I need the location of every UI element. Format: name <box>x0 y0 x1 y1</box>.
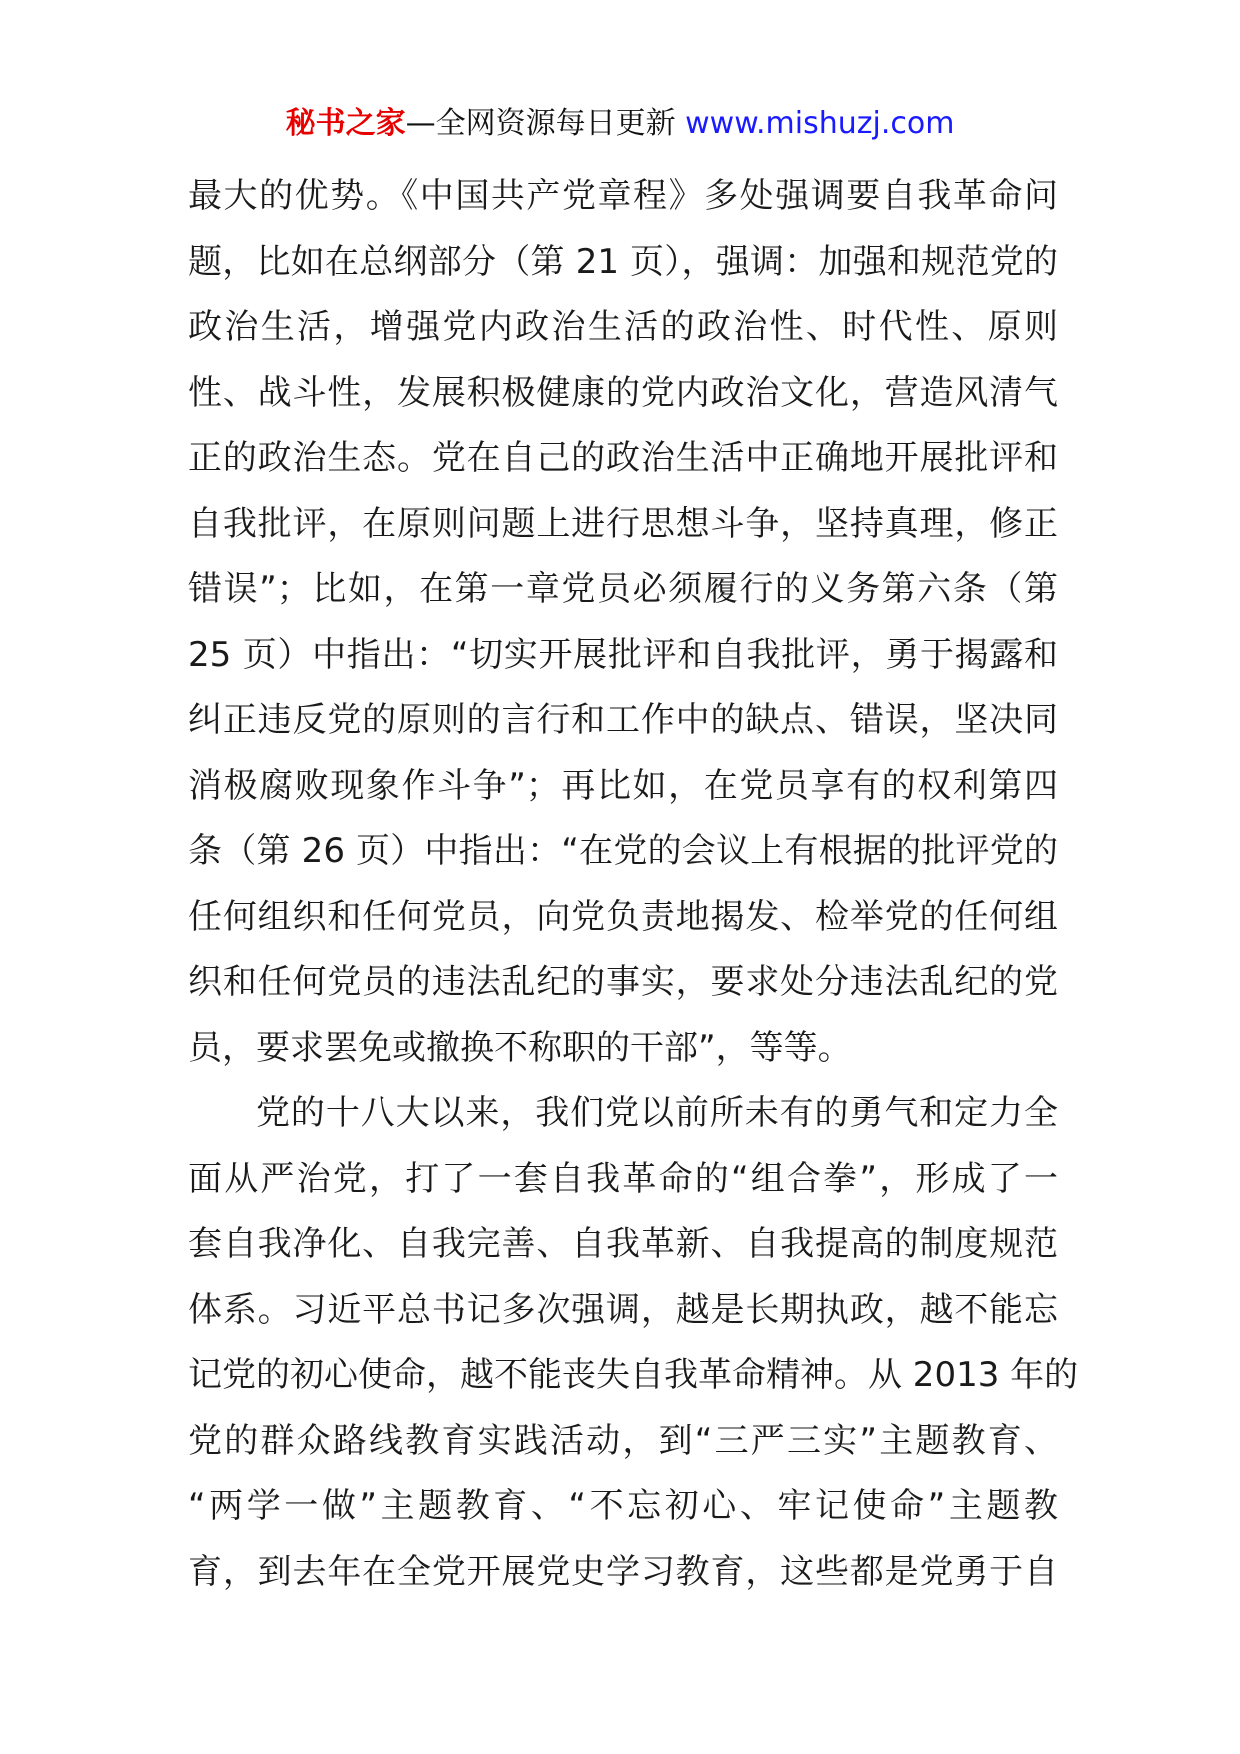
text-line: 员，要求罢免或撤换不称职的干部”，等等。 <box>188 1027 852 1068</box>
text-line: 正的政治生态。党在自己的政治生活中正确地开展批评和 <box>188 438 1058 478</box>
site-watermark-header <box>0 104 1240 144</box>
text-line: 题，比如在总纲部分（第 21 页），强调：加强和规范党的 <box>188 241 1058 282</box>
text-line: 织和任何党员的违法乱纪的事实，要求处分违法乱纪的党 <box>188 962 1058 1002</box>
document-body <box>188 164 1079 1605</box>
text-line: “两学一做”主题教育、“不忘初心、牢记使命”主题教 <box>188 1486 1058 1526</box>
website-url: www.mishuzj.com <box>685 106 955 141</box>
text-line: 条（第 26 页）中指出：“在党的会议上有根据的批评党的 <box>188 831 1058 871</box>
text-line: 自我批评，在原则问题上进行思想斗争，坚持真理，修正 <box>188 503 1058 544</box>
text-line: 面从严治党，打了一套自我革命的“组合拳”，形成了一 <box>188 1158 1058 1199</box>
text-line: 体系。习近平总书记多次强调，越是长期执政，越不能忘 <box>188 1289 1058 1330</box>
text-line: 套自我净化、自我完善、自我革新、自我提高的制度规范 <box>188 1224 1058 1264</box>
header-tagline: —全网资源每日更新 <box>405 106 676 141</box>
text-line: 性、战斗性，发展积极健康的党内政治文化，营造风清气 <box>188 372 1058 413</box>
text-line: 消极腐败现象作斗争”；再比如，在党员享有的权利第四 <box>188 765 1058 806</box>
paragraph <box>188 1081 1079 1605</box>
text-line: 任何组织和任何党员，向党负责地揭发、检举党的任何组 <box>188 896 1058 937</box>
text-line: 育，到去年在全党开展党史学习教育，这些都是党勇于自 <box>188 1551 1058 1592</box>
text-line: 错误”；比如，在第一章党员必须履行的义务第六条（第 <box>188 569 1058 609</box>
text-line: 25 页）中指出：“切实开展批评和自我批评，勇于揭露和 <box>188 634 1058 675</box>
text-line: 党的群众路线教育实践活动，到“三严三实”主题教育、 <box>188 1420 1058 1461</box>
paragraph <box>188 164 1058 1081</box>
text-line: 党的十八大以来，我们党以前所未有的勇气和定力全 <box>256 1093 1058 1133</box>
text-line: 最大的优势。《中国共产党章程》多处强调要自我革命问 <box>188 176 1058 216</box>
text-line: 政治生活，增强党内政治生活的政治性、时代性、原则 <box>188 307 1058 347</box>
text-line: 记党的初心使命，越不能丧失自我革命精神。从 2013 年的 <box>188 1355 1079 1395</box>
brand-name: 秘书之家 <box>285 106 406 141</box>
text-line: 纠正违反党的原则的言行和工作中的缺点、错误，坚决同 <box>188 700 1058 740</box>
